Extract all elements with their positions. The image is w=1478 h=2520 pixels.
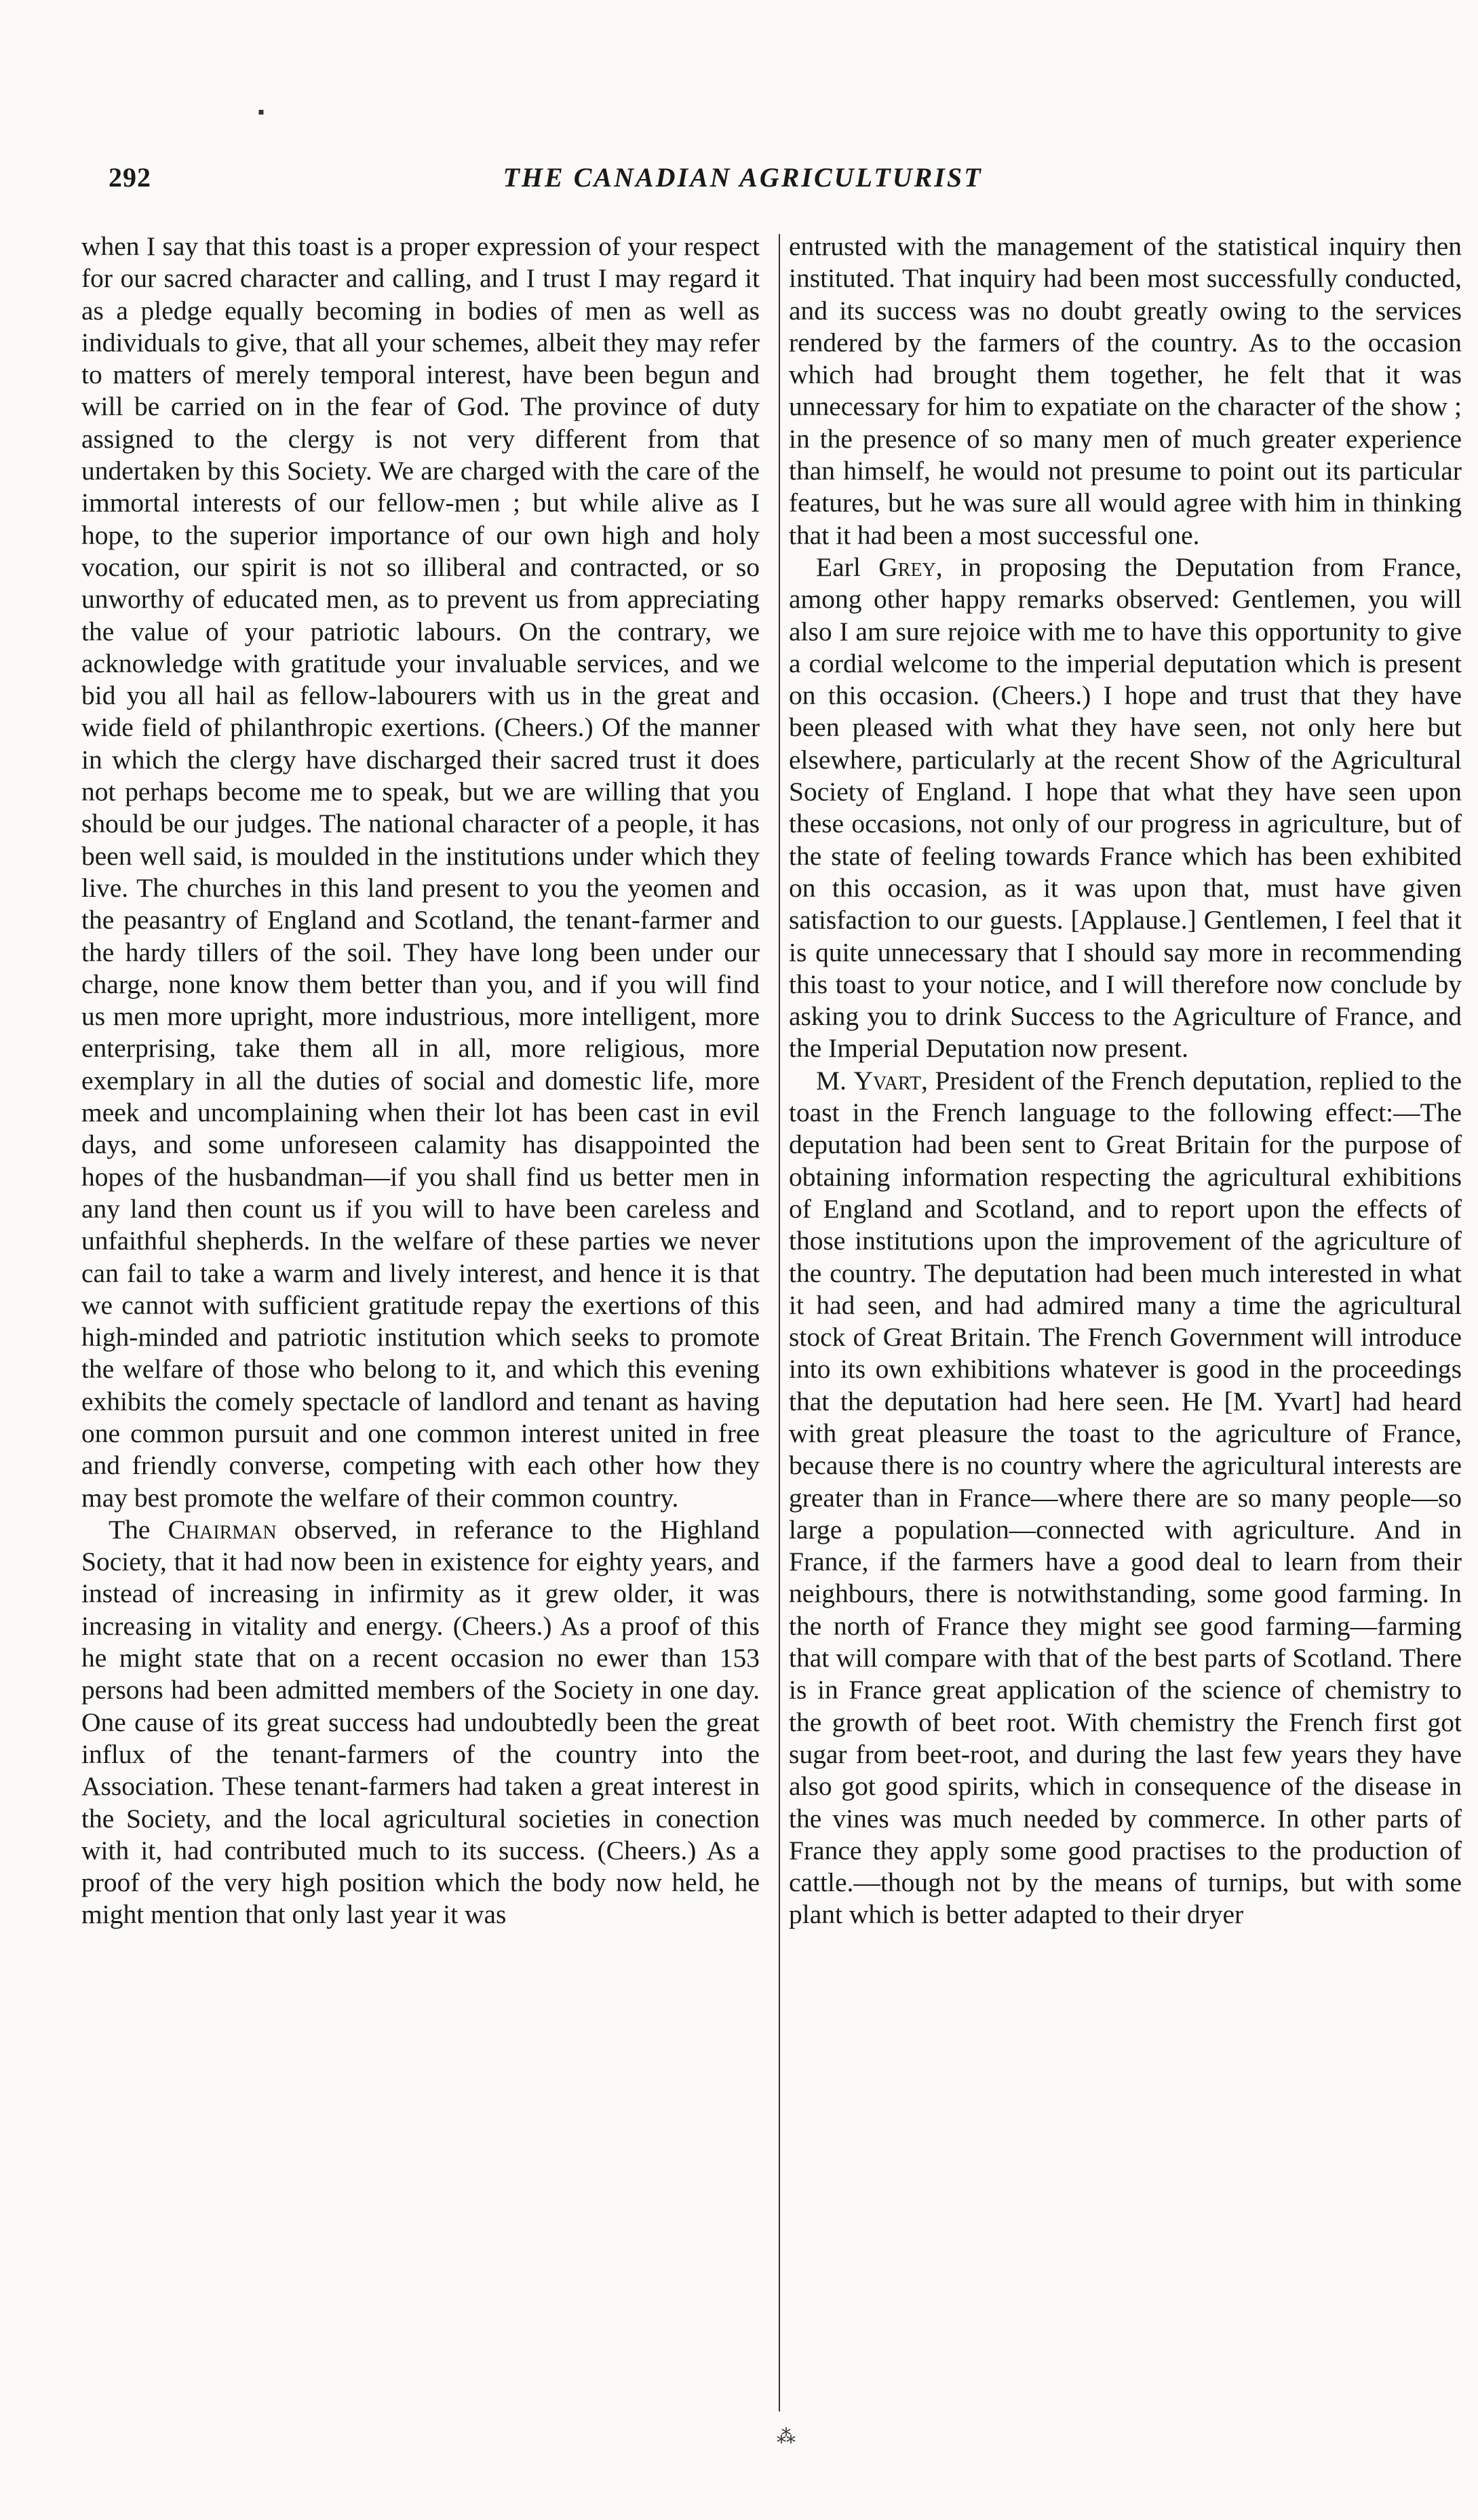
paragraph-lead: M. [816,1065,854,1096]
page-header [109,161,1377,202]
right-paragraph-3 [789,1065,1462,1931]
paragraph-text: entrusted with the management of the statistical inquiry then instituted. That inquiry had been most successfully conducted, and its success was no doubt greatly owing to the services rendered by the farmers of the country. As to the occasion which had brought them together, he felt that it was unnecessary for him to expatiate on the character of the show ; in the presence of so many men of much greater experience than himself, he would not presume to point out its particular features, but he was sure all would agree with him in thinking that it had been a most successful one. [789,231,1462,550]
speaker-name: Chairman [168,1514,277,1545]
print-speck: ⁂ [777,2426,796,2447]
right-column [789,231,1462,2415]
speaker-name: Grey [878,551,936,582]
column-divider [779,234,780,2411]
page-number: 292 [109,162,151,193]
speaker-name: Yvart [853,1065,921,1096]
paragraph-text: , President of the French deputation, replied to the toast in the French language to the following effect:—The deputation had been sent to Great Britain for the purpose of obtaining information respecting the agricultural exhibitions of England and Scotland, and to report upon the effects of those institutions upon the improvement of the agriculture of the country. The deputation had been much interested in what it had seen, and had admired many a time the agricultural stock of Great Britain. The French Government will introduce into its own exhibitions whatever is good in the proceedings that the deputation had here seen. He [M. Yvart] had heard with great pleasure the toast to the agriculture of France, because there is no country where the agricultural interests are greater than in France—where there are so many people—so large a population—connected with agriculture. And in France, if the farmers have a good deal to learn from their neighbours, there is notwithstanding, some good farming. In the north of France they might see good farming—farming that will compare with that of the best parts of Scotland. There is in France great application of the science of chemistry to the growth of beet root. With chemistry the French first got sugar from beet-root, and during the last few years they have also got good spirits, which in consequence of the disease in the vines was much needed by commerce. In other parts of France they apply some good practises to the production of cattle.—though not by the means of turnips, but with some plant which is better adapted to their dryer [789,1065,1462,1930]
right-paragraph-2 [789,551,1462,1065]
left-column [81,231,760,2415]
paragraph-lead: Earl [816,551,879,582]
paragraph-lead: The [109,1514,168,1545]
print-speck: ▪ [258,102,265,123]
right-paragraph-1 [789,231,1462,551]
paragraph-text: , in proposing the Deputation from France, among other happy remarks observed: Gentlemen, you will also I am sure rejoice with me to have this opportunity to give a cordial welcome to the imperial deputation which is present on this occasion. (Cheers.) I hope and trust that they have been pleased with what they have seen, not only here but elsewhere, particularly at the recent Show of the Agricultural Society of England. I hope that what they have seen upon these occasions, not only of our progress in agriculture, but of the state of feeling towards France which has been exhibited on this occasion, as it was upon that, must have given satisfaction to our guests. [Applause.] Gentlemen, I feel that it is quite unnecessary that I should say more in recommending this toast to your notice, and I will therefore now conclude by asking you to drink Success to the Agriculture of France, and the Imperial Deputation now present. [789,551,1462,1064]
paragraph-text: observed, in referance to the Highland Society, that it had now been in existence for eighty years, and instead of increasing in infirmity as it grew older, it was increasing in vitality and energy. (Cheers.) As a proof of this he might state that on a recent occasion no ewer than 153 persons had been admitted members of the Society in one day. One cause of its great success had undoubtedly been the great influx of the tenant-farmers of the country into the Association. These tenant-farmers had taken a great interest in the Society, and the local agricultural societies in conection with it, had contributed much to its success. (Cheers.) As a proof of the very high position which the body now held, he might mention that only last year it was [81,1514,760,1930]
running-title: THE CANADIAN AGRICULTURIST [503,162,983,193]
paragraph-text: when I say that this toast is a proper expression of your respect for our sacred character and calling, and I trust I may regard it as a pledge equally becoming in bodies of men as well as individuals to give, that all your schemes, albeit they may refer to matters of merely temporal interest, have been begun and will be carried on in the fear of God. The province of duty assigned to the clergy is not very different from that undertaken by this Society. We are charged with the care of the immortal interests of our fellow-men ; but while alive as I hope, to the superior importance of our own high and holy vocation, our spirit is not so illiberal and contracted, or so unworthy of educated men, as to prevent us from appreciating the value of your patriotic labours. On the contrary, we acknowledge with gratitude your invaluable services, and we bid you all hail as fellow-labourers with us in the great and wide field of philanthropic exertions. (Cheers.) Of the manner in which the clergy have discharged their sacred trust it does not perhaps become me to speak, but we are willing that you should be our judges. The national character of a people, it has been well said, is moulded in the institutions under which they live. The churches in this land present to you the yeomen and the peasantry of England and Scotland, the tenant-farmer and the hardy tillers of the soil. They have long been under our charge, none know them better than you, and if you will find us men more upright, more industrious, more intelligent, more enterprising, take them all in all, more religious, more exemplary in all the duties of social and domestic life, more meek and uncomplaining when their lot has been cast in evil days, and some unforeseen calamity has disappointed the hopes of the husbandman—if you shall find us better men in any land then count us if you will to have been careless and unfaithful shepherds. In the welfare of these parties we never can fail to take a warm and lively interest, and hence it is that we cannot with sufficient gratitude repay the exertions of this high-minded and patriotic institution which seeks to promote the welfare of those who belong to it, and which this evening exhibits the comely spectacle of landlord and tenant as having one common pursuit and one common interest united in free and friendly converse, competing with each other how they may best promote the welfare of their common country. [81,231,760,1513]
left-paragraph-2 [81,1514,760,1931]
left-paragraph-1 [81,231,760,1514]
